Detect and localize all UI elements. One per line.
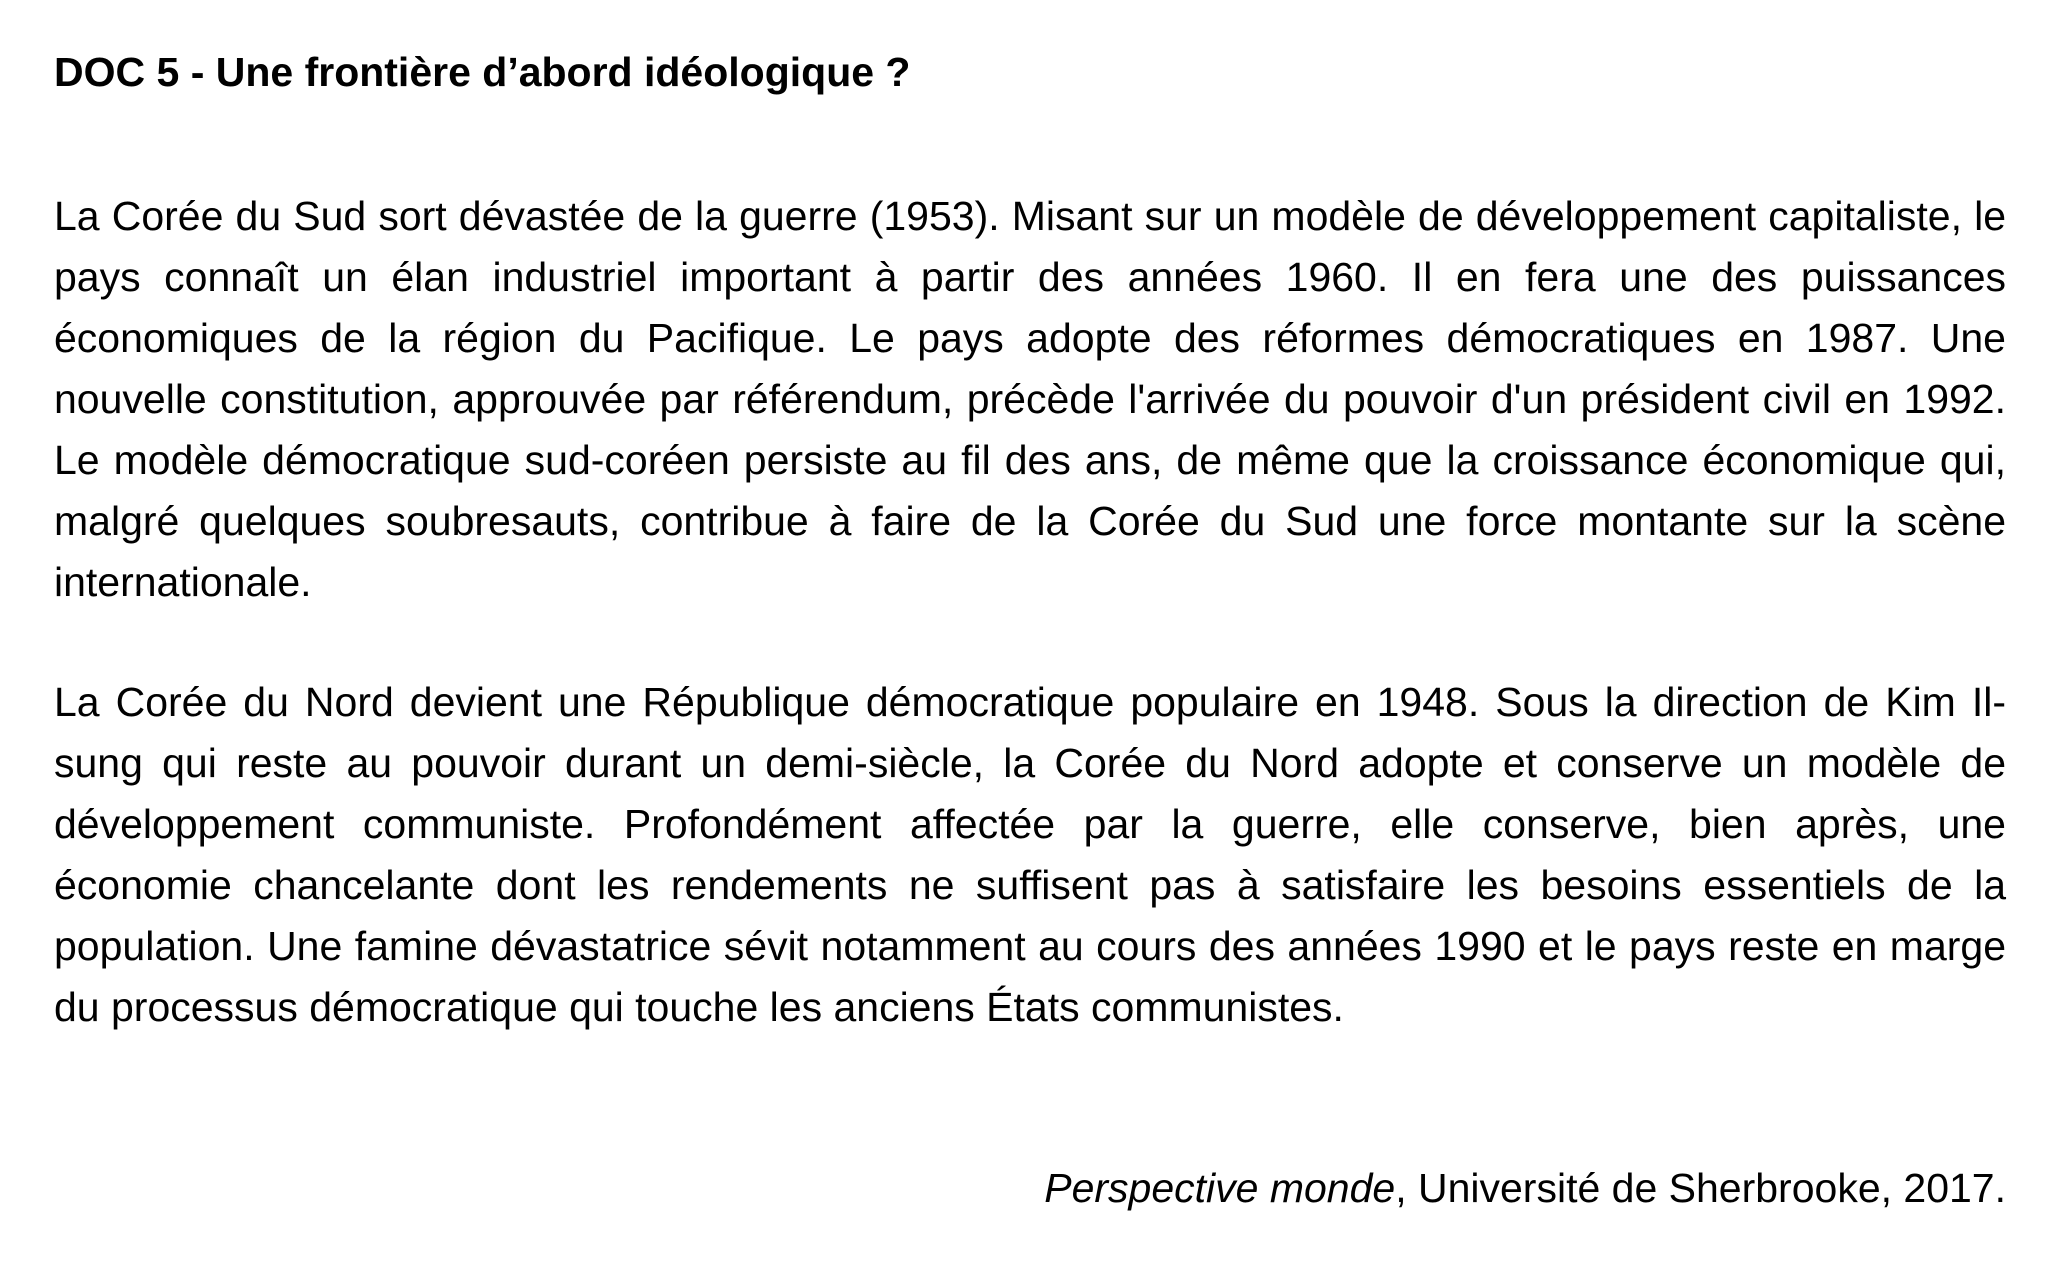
paragraph-north-korea: La Corée du Nord devient une République démocratique populaire en 1948. Sous la direction de Kim Il-sung qui reste au pouvoir durant un demi-siècle, la Corée du Nord adopte et conserve un modèle de développement communiste. Profondément affectée par la guerre, elle conserve, bien après, une économie chancelante dont les rendements ne suffisent pas à satisfaire les besoins essentiels de la population. Une famine dévastatrice sévit notamment au cours des années 1990 et le pays reste en marge du processus démocratique qui touche les anciens États communistes. — [54, 679, 2006, 1030]
paragraph-south-korea: La Corée du Sud sort dévastée de la guerre (1953). Misant sur un modèle de développement capitaliste, le pays connaît un élan industriel important à partir des années 1960. Il en fera une des puissances économiques de la région du Pacifique. Le pays adopte des réformes démocratiques en 1987. Une nouvelle constitution, approuvée par référendum, précède l'arrivée du pouvoir d'un président civil en 1992. Le modèle démocratique sud-coréen persiste au fil des ans, de même que la croissance économique qui, malgré quelques soubresauts, contribue à faire de la Corée du Sud une force montante sur la scène internationale. — [54, 193, 2006, 605]
source-publisher: , Université de Sherbrooke, 2017. — [1395, 1165, 2006, 1211]
source-work-title: Perspective monde — [1044, 1165, 1396, 1211]
document-title: DOC 5 - Une frontière d’abord idéologique ? — [54, 49, 911, 95]
source-citation — [1044, 1158, 2006, 1219]
